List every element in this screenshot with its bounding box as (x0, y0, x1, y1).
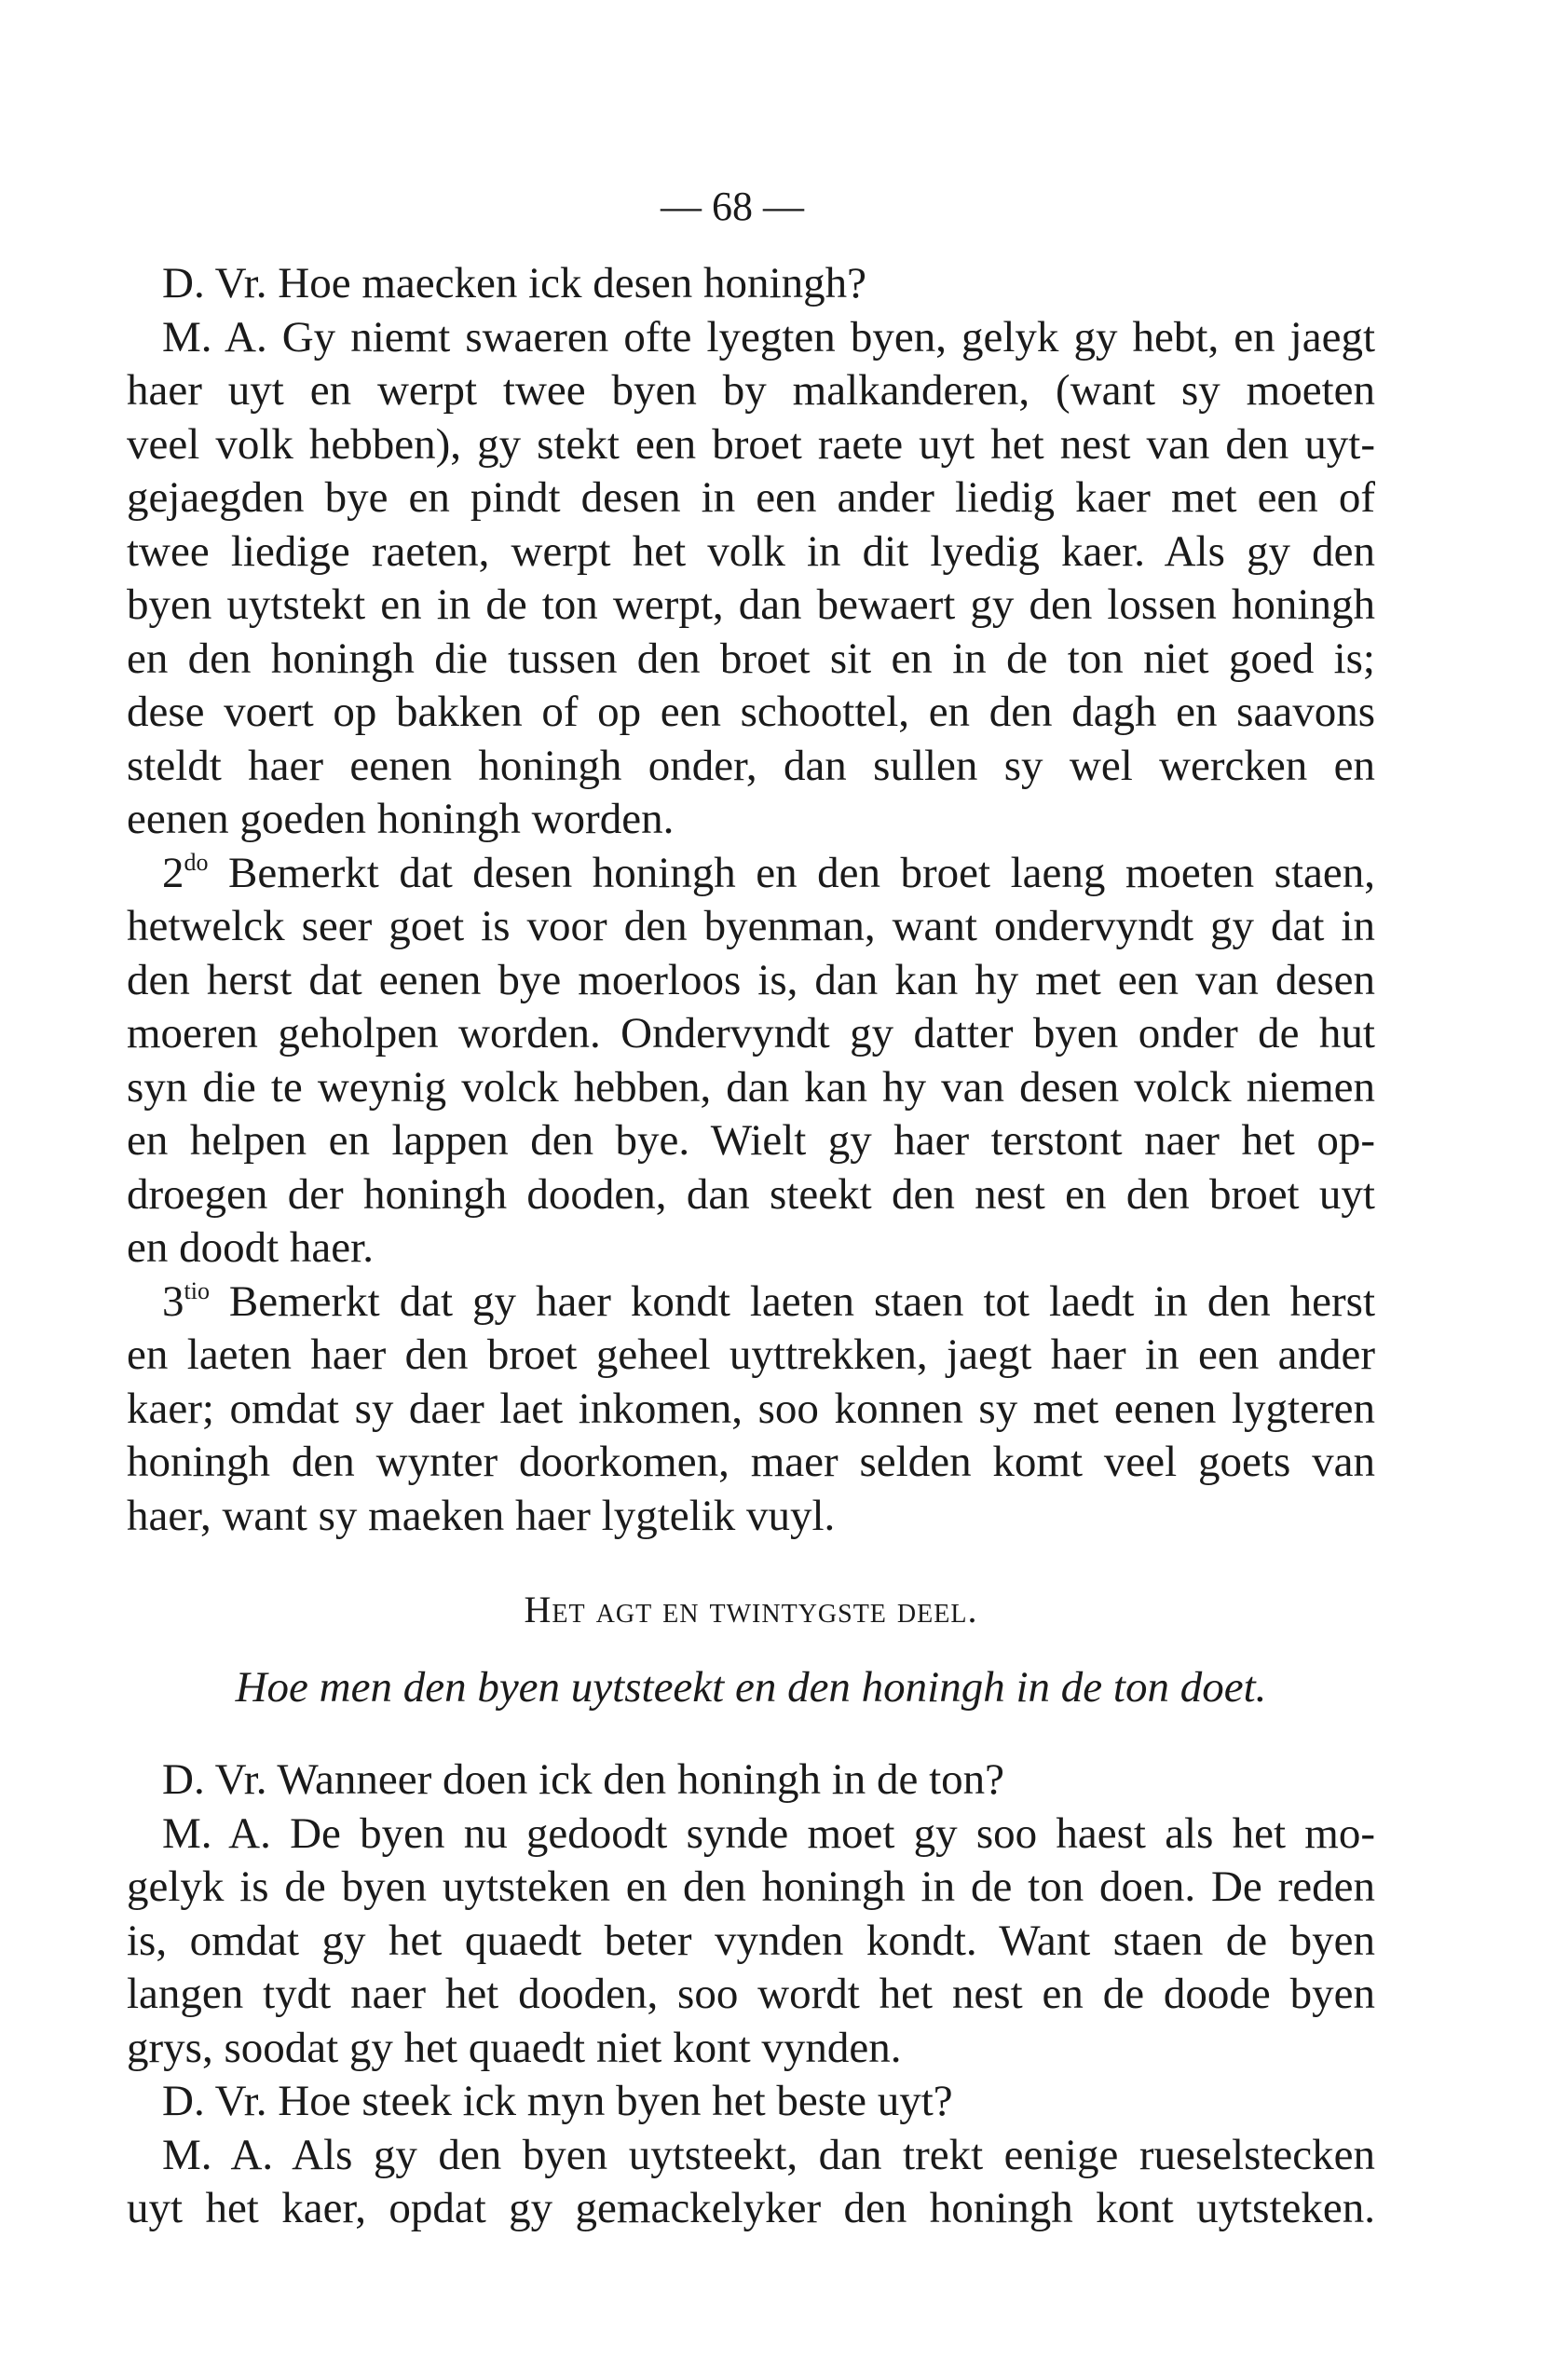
text-line (127, 580, 1375, 629)
line-text: droegen der honingh dooden, dan steekt den nest en den broet uyt (127, 1169, 1375, 1219)
text-line (127, 1330, 1375, 1379)
line-text: steldt haer eenen honingh onder, dan sullen sy wel wercken en (127, 741, 1375, 790)
line-text: kaer; omdat sy daer laet inkomen, soo konnen sy met eenen lygteren (127, 1384, 1375, 1433)
chapter-subtitle: Hoe men den byen uytsteekt en den honingh in de ton doet. (235, 1663, 1267, 1712)
line-text: en doodt haer. (127, 1223, 374, 1272)
text-line (162, 2077, 1375, 2125)
text-line (127, 1492, 1375, 1540)
chapter-heading: Het agt en twintygste deel. (524, 1589, 978, 1630)
text-line (162, 1809, 1375, 1858)
line-text: haer, want sy maeken haer lygtelik vuyl. (127, 1491, 836, 1540)
text-line (127, 1063, 1375, 1112)
line-text: eenen goeden honingh worden. (127, 795, 675, 843)
line-text: uyt het kaer, opdat gy gemackelyker den honingh kont uytsteken. (127, 2184, 1375, 2232)
text-line (127, 688, 1375, 736)
line-text: D. Vr. Hoe maecken ick desen honingh? (162, 259, 866, 307)
text-line (127, 742, 1375, 790)
text-line (127, 1970, 1375, 2018)
text-line (162, 2131, 1375, 2179)
line-text: M. A. Gy niemt swaeren ofte lyegten byen, gelyk gy hebt, en jaegt (162, 312, 1375, 362)
line-text: D. Vr. Wanneer doen ick den honingh in de ton? (162, 1755, 1005, 1804)
text-line (127, 473, 1375, 522)
text-line (127, 1116, 1375, 1165)
line-text: M. A. De byen nu gedoodt synde moet gy soo haest als het mo- (162, 1808, 1375, 1858)
line-text: twee liedige raeten, werpt het volk in dit lyedig kaer. Als gy den (127, 526, 1375, 576)
text-line (127, 1917, 1375, 1965)
text-line (127, 956, 1375, 1004)
text-line (127, 634, 1375, 683)
text-line (162, 259, 1375, 307)
line-text: hetwelck seer goet is voor den byenman, want ondervyndt gy dat in (127, 902, 1375, 950)
line-text: moeren geholpen worden. Ondervyndt gy datter byen onder de hut (127, 1009, 1375, 1057)
text-line (162, 313, 1375, 362)
line-text: gejaegden bye en pindt desen in een ander liedig kaer met een of (127, 473, 1375, 522)
page-number: — 68 — (661, 184, 804, 229)
text-line (127, 1170, 1375, 1219)
paragraph-number: 3 (162, 1276, 184, 1326)
line-text: gelyk is de byen uytsteken en den honingh in de ton doen. De reden (127, 1862, 1375, 1911)
line-text: byen uytstekt en in de ton werpt, dan bewaert gy den lossen honingh (127, 580, 1375, 629)
paragraph-number-suffix: tio (184, 1276, 210, 1304)
text-line (127, 366, 1375, 415)
text-line (162, 1277, 1375, 1326)
line-text: den herst dat eenen bye moerloos is, dan kan hy met een van desen (127, 955, 1375, 1004)
line-text: Bemerkt dat desen honingh en den broet laeng moeten staen, (228, 848, 1375, 897)
text-line (127, 795, 1375, 843)
text-line (127, 1438, 1375, 1486)
text-line (127, 2024, 1375, 2072)
text-line (127, 1385, 1375, 1433)
line-text: D. Vr. Hoe steek ick myn byen het beste uyt? (162, 2077, 953, 2125)
text-line (127, 420, 1375, 469)
line-text: veel volk hebben), gy stekt een broet raete uyt het nest van den uyt- (127, 419, 1375, 469)
line-text: Bemerkt dat gy haer kondt laeten staen tot laedt in den herst (228, 1276, 1375, 1326)
text-line (162, 1755, 1375, 1804)
paragraph-number: 2 (162, 848, 184, 897)
paragraph-number-suffix: do (184, 848, 209, 876)
text-line (127, 902, 1375, 950)
line-text: grys, soodat gy het quaedt niet kont vynden. (127, 2023, 902, 2072)
line-text: honingh den wynter doorkomen, maer selden komt veel goets van (127, 1438, 1375, 1486)
text-line (162, 849, 1375, 897)
line-text: syn die te weynig volck hebben, dan kan hy van desen volck niemen (127, 1062, 1375, 1112)
line-text: en helpen en lappen den bye. Wielt gy haer terstont naer het op- (127, 1116, 1375, 1165)
line-text: en laeten haer den broet geheel uyttrekken, jaegt haer in een ander (127, 1330, 1375, 1379)
line-text: M. A. Als gy den byen uytsteekt, dan trekt eenige rueselstecken (162, 2130, 1375, 2179)
line-text: langen tydt naer het dooden, soo wordt het nest en de doode byen (127, 1970, 1375, 2018)
text-line (127, 1862, 1375, 1911)
line-text: dese voert op bakken of op een schoottel, en den dagh en saavons (127, 688, 1375, 736)
text-line (127, 527, 1375, 576)
text-line (127, 1223, 1375, 1272)
line-text: is, omdat gy het quaedt beter vynden kondt. Want staen de byen (127, 1916, 1375, 1965)
line-text: en den honingh die tussen den broet sit en in de ton niet goed is; (127, 634, 1375, 683)
text-line (127, 2184, 1375, 2232)
text-line (127, 1009, 1375, 1057)
line-text: haer uyt en werpt twee byen by malkanderen, (want sy moeten (127, 366, 1375, 415)
